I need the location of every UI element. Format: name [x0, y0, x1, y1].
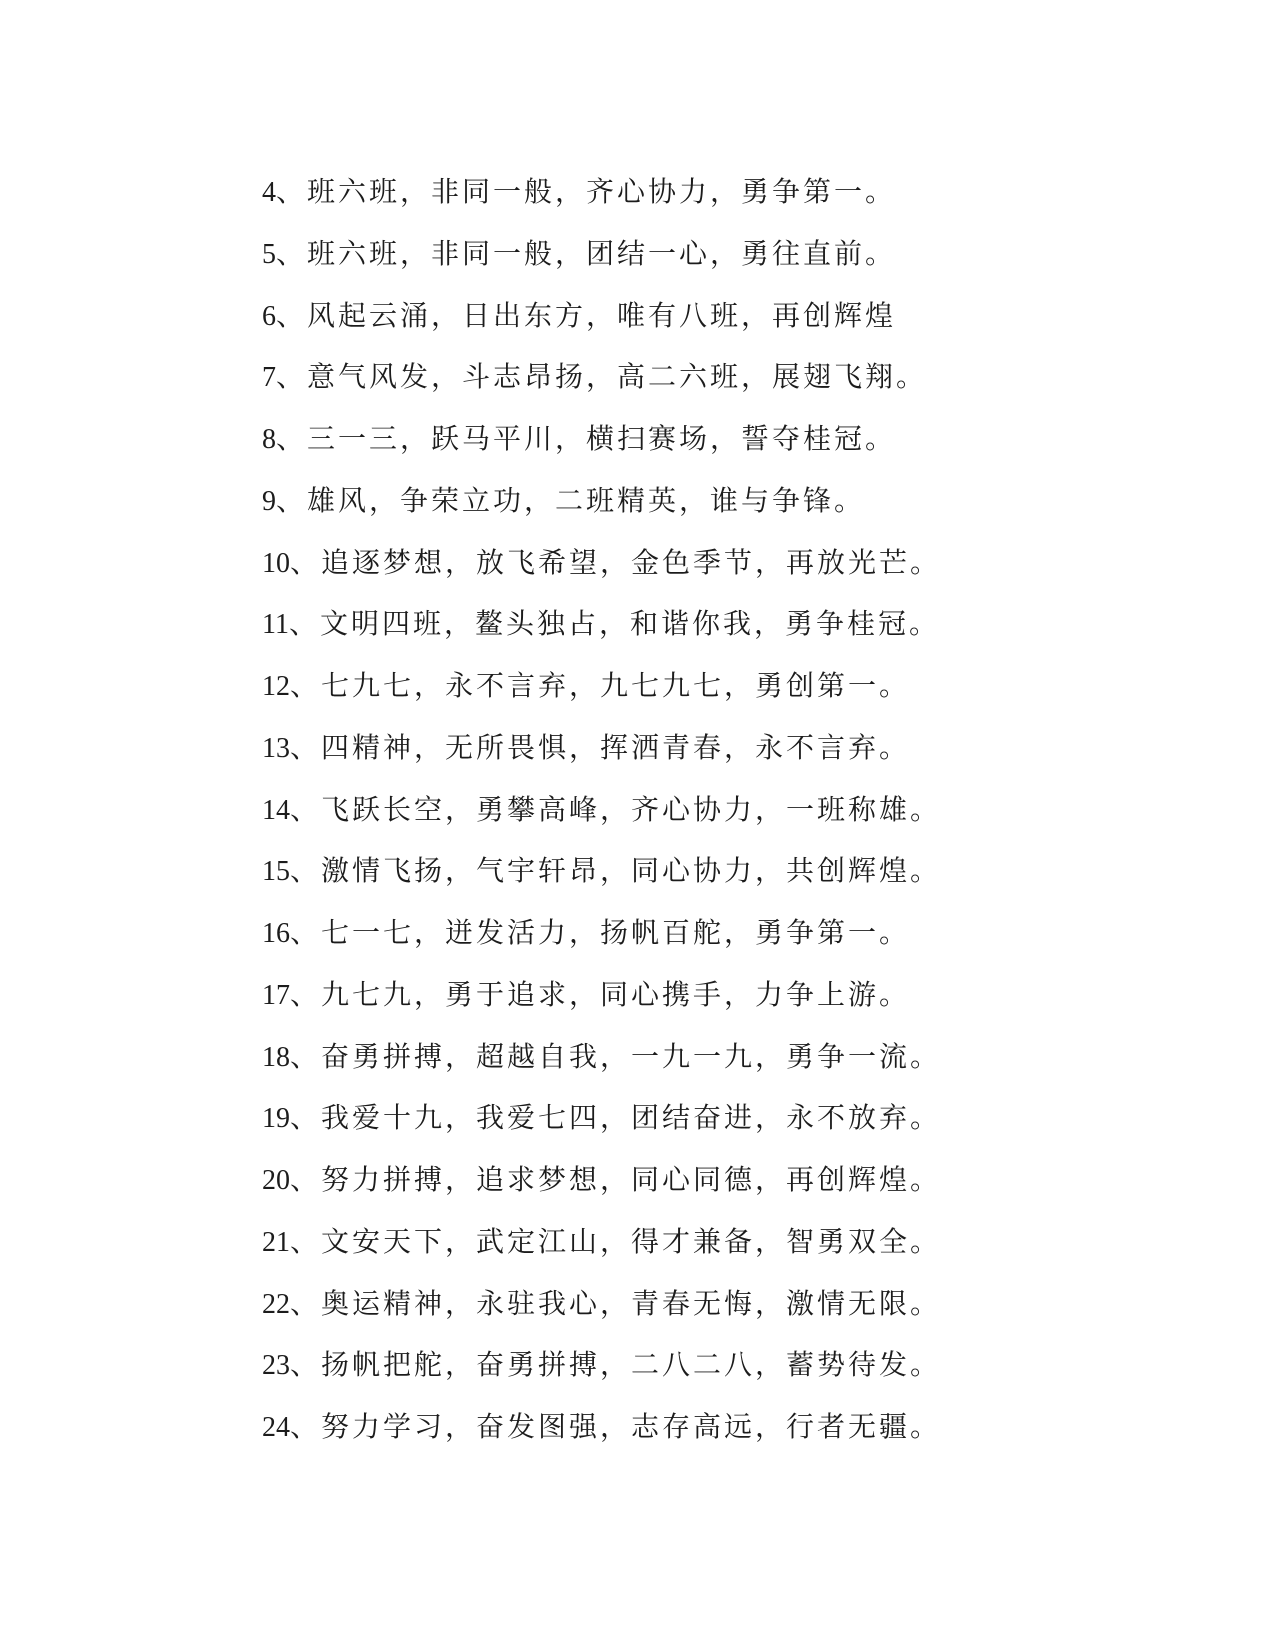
- item-separator: 、: [290, 1226, 319, 1258]
- item-number: 4: [262, 177, 276, 208]
- item-number: 15: [262, 856, 290, 888]
- list-item: [262, 1335, 1275, 1397]
- item-separator: 、: [290, 732, 319, 764]
- item-text: 努力拼搏，追求梦想，同心同德，再创辉煌。: [321, 1165, 942, 1196]
- list-item: [262, 162, 1275, 224]
- item-text: 九七九，勇于追求，同心携手，力争上游。: [321, 979, 911, 1011]
- list-item: [262, 594, 1275, 656]
- list-item: [262, 286, 1275, 348]
- item-text: 班六班，非同一般，齐心协力，勇争第一。: [307, 177, 897, 208]
- list-item: [262, 533, 1275, 595]
- item-separator: 、: [290, 1350, 319, 1382]
- item-text: 七一七，迸发活力，扬帆百舵，勇争第一。: [321, 918, 911, 949]
- item-number: 23: [262, 1350, 290, 1382]
- list-item: [262, 841, 1275, 903]
- slogan-list: [262, 162, 1275, 1459]
- item-number: 12: [262, 671, 290, 702]
- item-number: 18: [262, 1041, 290, 1073]
- item-text: 扬帆把舵，奋勇拼搏，二八二八，蓄势待发。: [321, 1350, 942, 1382]
- item-number: 19: [262, 1103, 290, 1135]
- item-separator: 、: [276, 424, 305, 455]
- item-number: 5: [262, 238, 276, 270]
- item-separator: 、: [290, 671, 319, 702]
- list-item: [262, 1212, 1275, 1274]
- item-separator: 、: [276, 238, 305, 270]
- item-text: 三一三，跃马平川，横扫赛场，誓夺桂冠。: [307, 424, 897, 455]
- item-number: 21: [262, 1226, 290, 1258]
- item-number: 11: [262, 609, 289, 641]
- item-number: 9: [262, 485, 276, 517]
- item-text: 四精神，无所畏惧，挥洒青春，永不言弃。: [321, 732, 911, 764]
- item-number: 14: [262, 794, 290, 826]
- item-number: 6: [262, 300, 276, 332]
- item-number: 17: [262, 979, 290, 1011]
- list-item: [262, 1397, 1275, 1459]
- item-text: 奥运精神，永驻我心，青春无悔，激情无限。: [321, 1288, 942, 1320]
- item-text: 我爱十九，我爱七四，团结奋进，永不放弃。: [321, 1103, 942, 1135]
- list-item: [262, 471, 1275, 533]
- list-item: [262, 965, 1275, 1027]
- item-separator: 、: [276, 177, 305, 208]
- item-separator: 、: [276, 485, 305, 517]
- list-item: [262, 1088, 1275, 1150]
- item-separator: 、: [290, 979, 319, 1011]
- list-item: [262, 347, 1275, 409]
- item-separator: 、: [290, 1041, 319, 1073]
- item-text: 努力学习，奋发图强，志存高远，行者无疆。: [321, 1412, 942, 1443]
- list-item: [262, 1027, 1275, 1089]
- item-separator: 、: [290, 1288, 319, 1320]
- item-separator: 、: [290, 1103, 319, 1135]
- item-text: 七九七，永不言弃，九七九七，勇创第一。: [321, 671, 911, 702]
- item-number: 7: [262, 362, 276, 394]
- item-separator: 、: [290, 918, 319, 949]
- item-separator: 、: [288, 609, 317, 641]
- item-text: 飞跃长空，勇攀高峰，齐心协力，一班称雄。: [321, 794, 942, 826]
- list-item: [262, 780, 1275, 842]
- item-text: 文明四班，鳌头独占，和谐你我，勇争桂冠。: [319, 609, 940, 641]
- item-text: 激情飞扬，气宇轩昂，同心协力，共创辉煌。: [321, 856, 942, 888]
- item-number: 24: [262, 1412, 290, 1443]
- list-item: [262, 656, 1275, 718]
- item-separator: 、: [290, 1165, 319, 1196]
- item-number: 8: [262, 424, 276, 455]
- list-item: [262, 409, 1275, 471]
- item-text: 雄风，争荣立功，二班精英，谁与争锋。: [307, 485, 866, 517]
- item-text: 文安天下，武定江山，得才兼备，智勇双全。: [321, 1226, 942, 1258]
- list-item: [262, 1274, 1275, 1336]
- item-separator: 、: [290, 794, 319, 826]
- item-number: 10: [262, 547, 290, 579]
- list-item: [262, 903, 1275, 965]
- item-separator: 、: [276, 300, 305, 332]
- item-number: 20: [262, 1165, 290, 1196]
- item-number: 22: [262, 1288, 290, 1320]
- item-separator: 、: [290, 856, 319, 888]
- item-text: 班六班，非同一般，团结一心，勇往直前。: [307, 238, 897, 270]
- list-item: [262, 1150, 1275, 1212]
- item-number: 16: [262, 918, 290, 949]
- list-item: [262, 718, 1275, 780]
- list-item: [262, 224, 1275, 286]
- item-text: 意气风发，斗志昂扬，高二六班，展翅飞翔。: [307, 362, 928, 394]
- item-number: 13: [262, 732, 290, 764]
- item-text: 奋勇拼搏，超越自我，一九一九，勇争一流。: [321, 1041, 942, 1073]
- item-text: 风起云涌，日出东方，唯有八班，再创辉煌: [307, 300, 897, 332]
- item-separator: 、: [290, 1412, 319, 1443]
- item-text: 追逐梦想，放飞希望，金色季节，再放光芒。: [321, 547, 942, 579]
- item-separator: 、: [276, 362, 305, 394]
- item-separator: 、: [290, 547, 319, 579]
